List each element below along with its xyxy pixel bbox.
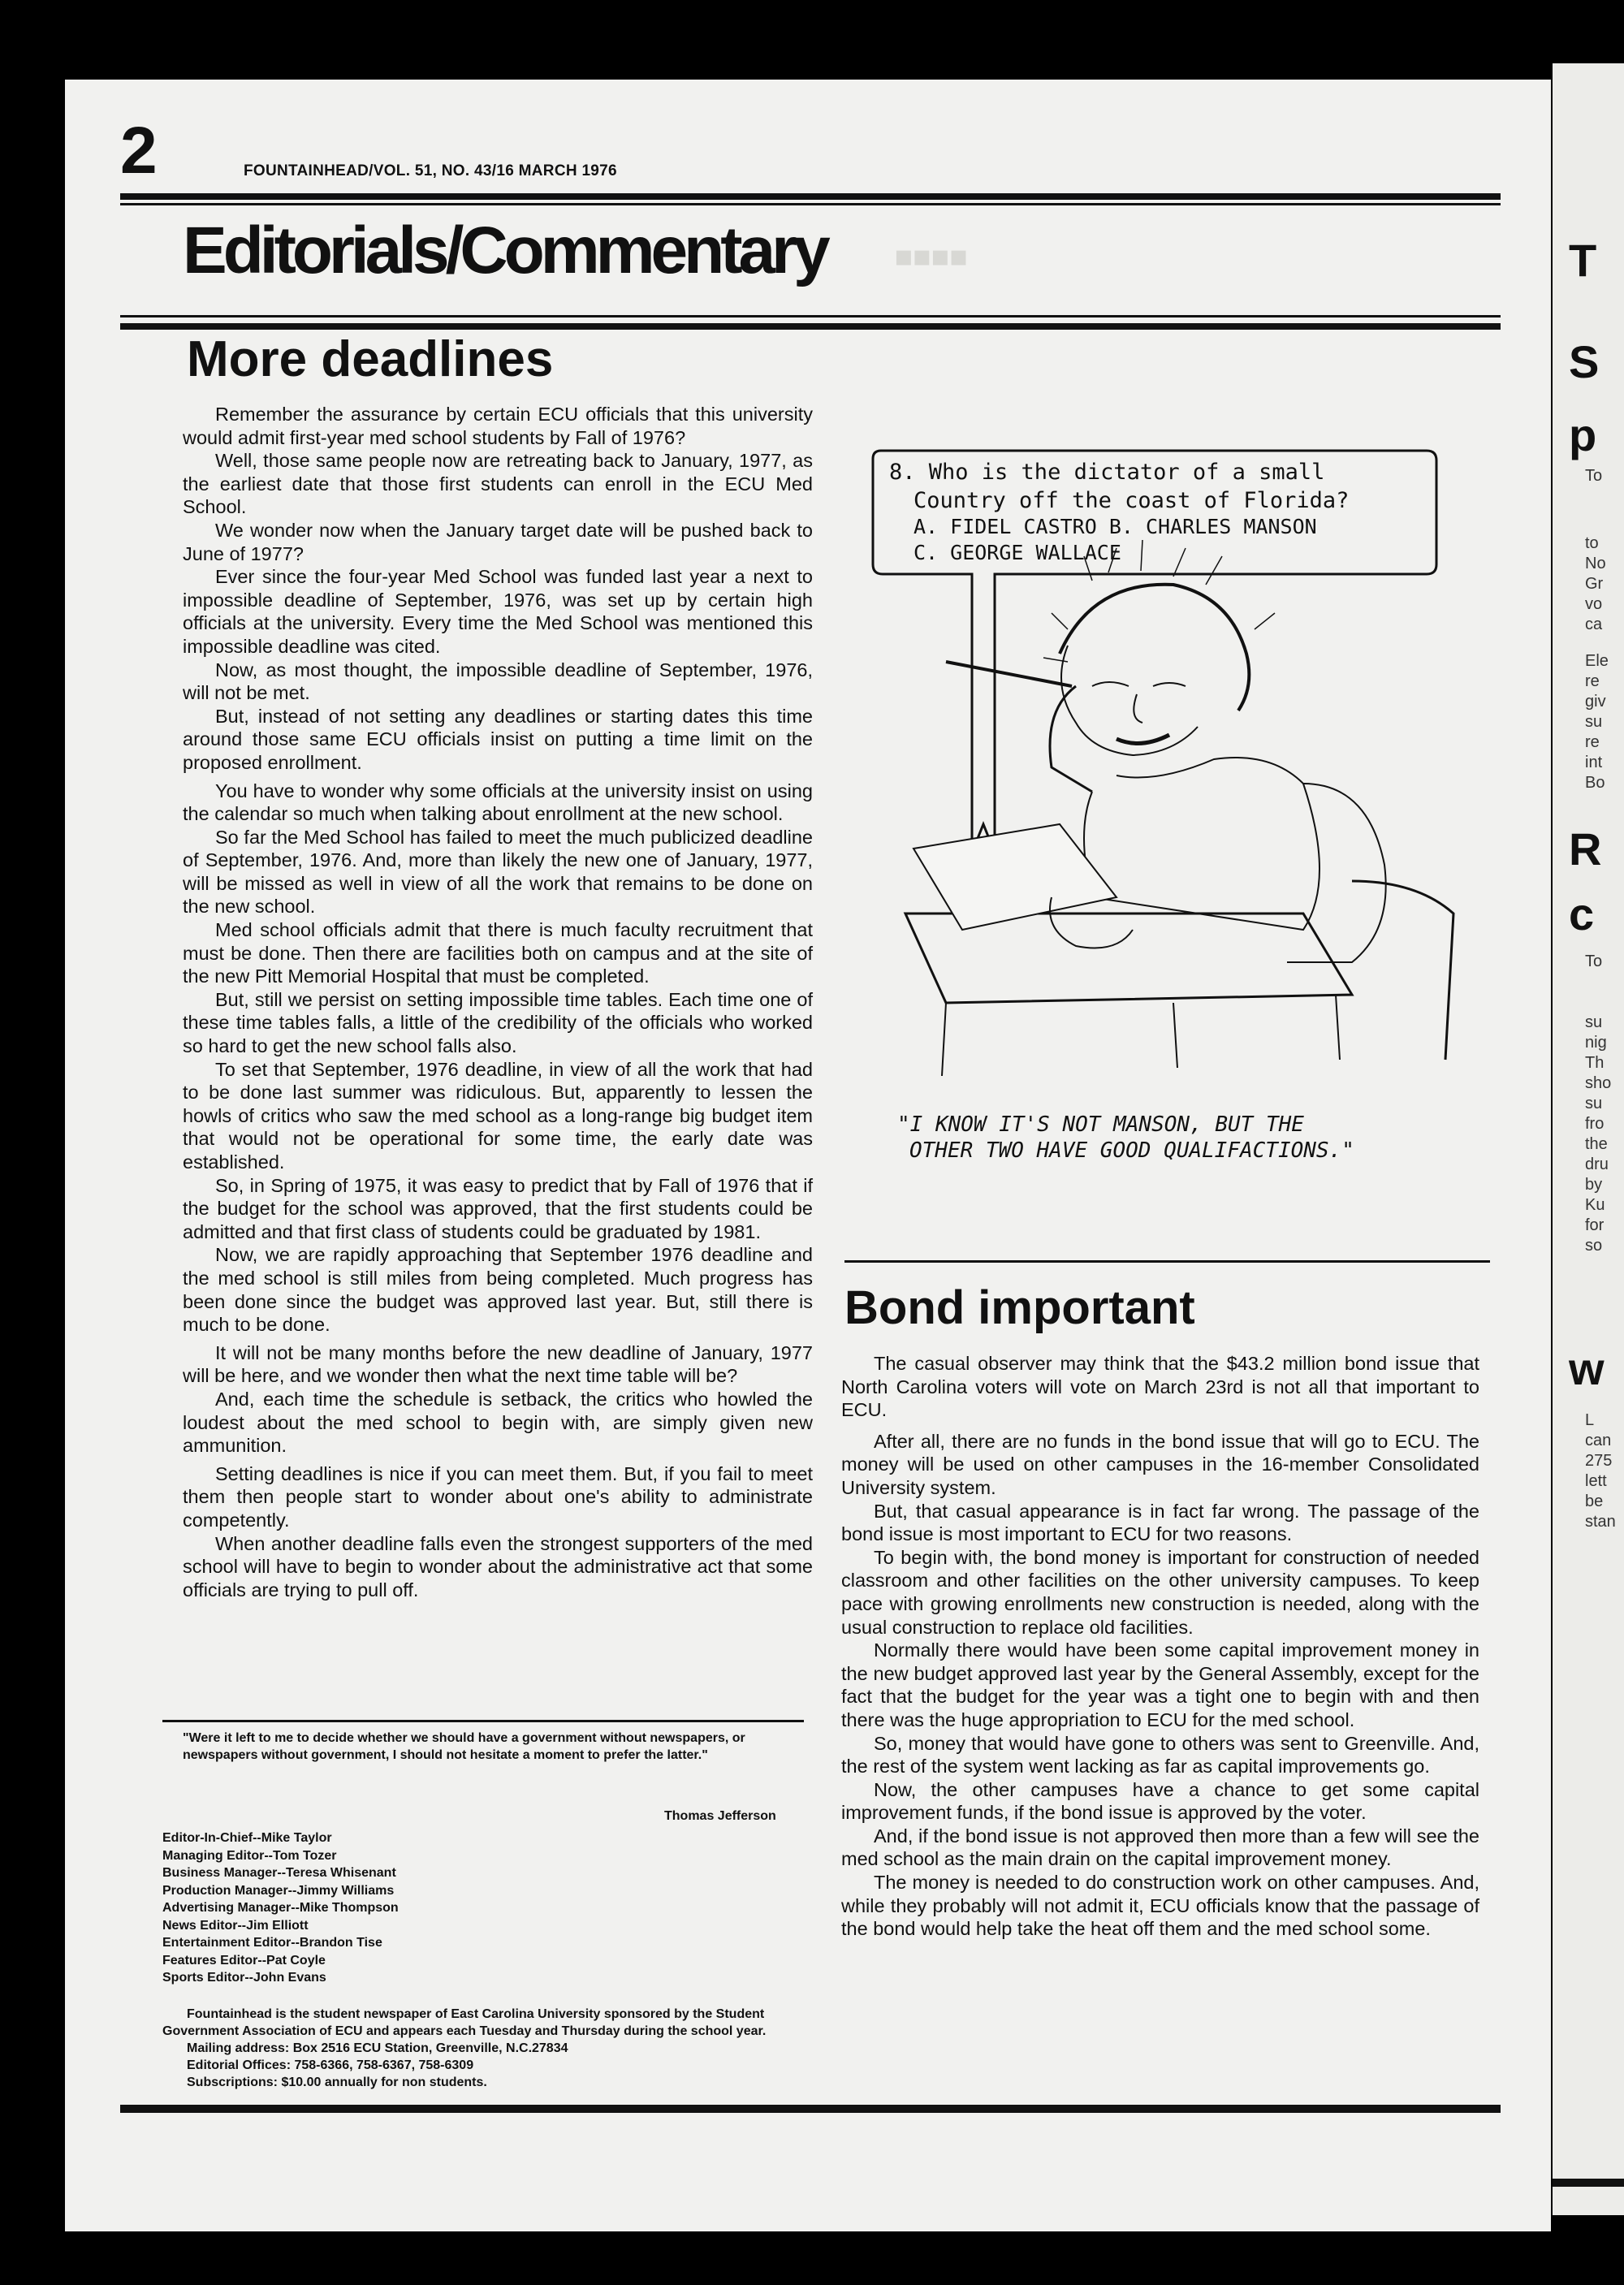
paragraph: To set that September, 1976 deadline, in view of all the work that had to be done last summer was ridiculous. But, apparently to lessen the howls of critics who saw the med school as a long-range big budget item that would not be operational for some time, the early date was established. xyxy=(183,1058,813,1173)
paragraph: Normally there would have been some capital improvement money in the new budget approved last year by the General Assembly, except for the fact that the budget for the year was a tight one to begin with and then there was the huge appropriation to ECU for the med school. xyxy=(841,1639,1479,1730)
facing-fragment: for xyxy=(1585,1216,1605,1234)
publication-info xyxy=(162,2006,796,2091)
cartoon-caption-line: OTHER TWO HAVE GOOD QUALIFACTIONS." xyxy=(909,1138,1354,1163)
paragraph: Remember the assurance by certain ECU officials that this university would admit first-year med school students by Fall of 1976? xyxy=(183,404,813,448)
facing-fragment: 275 xyxy=(1585,1452,1613,1470)
staff-entry: Entertainment Editor--Brandon Tise xyxy=(162,1936,382,1950)
facing-fragment: To xyxy=(1585,952,1603,970)
facing-letter: R xyxy=(1569,823,1602,875)
staff-list xyxy=(162,1829,399,1987)
student-drawing xyxy=(905,540,1453,1076)
facing-fragment: by xyxy=(1585,1176,1603,1194)
paragraph: Now, we are rapidly approaching that September 1976 deadline and the med school is still miles from being completed. Much progress has been done since the budget was approved last year. But, still there is much to be done. xyxy=(183,1244,813,1336)
cartoon-question-line: Country off the coast of Florida? xyxy=(914,488,1350,513)
paragraph: But, instead of not setting any deadlines or starting dates this time around those same ECU officials insist on putting a time limit on the proposed enrollment. xyxy=(183,705,813,773)
footer-rule xyxy=(120,2105,1501,2113)
column-rule xyxy=(844,1260,1490,1263)
paragraph: So, money that would have gone to others was sent to Greenville. And, the rest of the system went lacking as far as capital improvements go. xyxy=(841,1732,1479,1777)
paragraph: It will not be many months before the new deadline of January, 1977 will be here, and we wonder then what the next time table will be? xyxy=(183,1341,813,1387)
facing-fragment: Gr xyxy=(1585,575,1604,593)
facing-fragment: nig xyxy=(1585,1034,1607,1052)
facing-fragment: lett xyxy=(1585,1472,1607,1490)
staff-entry: Sports Editor--John Evans xyxy=(162,1971,326,1985)
paragraph: So far the Med School has failed to meet the much publicized deadline of September, 1976. And, more than likely the new one of January, 1977, will be missed as well in view of all the work that remains to be done on the new school. xyxy=(183,826,813,918)
header-rule xyxy=(120,193,1501,200)
facing-fragment: giv xyxy=(1585,693,1606,711)
facing-bottom-rule xyxy=(1553,2179,1624,2187)
paragraph: Setting deadlines is nice if you can meet them. But, if you fail to meet them then people start to wonder about one's ability to administrate competently. xyxy=(183,1462,813,1531)
paragraph: Now, the other campuses have a chance to get some capital improvement funds, if the bond issue is approved by the voter. xyxy=(841,1778,1479,1824)
facing-fragment: be xyxy=(1585,1492,1604,1510)
mailing-address: Mailing address: Box 2516 ECU Station, Greenville, N.C.27834 xyxy=(187,2041,568,2055)
paragraph: But, that casual appearance is in fact far wrong. The passage of the bond issue is most important to ECU for two reasons. xyxy=(841,1500,1479,1545)
paragraph: So, in Spring of 1975, it was easy to predict that by Fall of 1976 that if the budget for the school was approved, that the first students could be admitted and that first class of students could be graduated by 1981. xyxy=(183,1174,813,1242)
facing-fragment: stan xyxy=(1585,1513,1616,1531)
facing-letter: p xyxy=(1569,409,1597,460)
staff-entry: Editor-In-Chief--Mike Taylor xyxy=(162,1831,332,1845)
bleed-through: ▪▪▪▪ xyxy=(893,224,967,289)
section-rule xyxy=(120,323,1501,330)
staff-entry: Advertising Manager--Mike Thompson xyxy=(162,1901,399,1915)
quote-attribution: Thomas Jefferson xyxy=(664,1809,776,1823)
staff-entry: Features Editor--Pat Coyle xyxy=(162,1953,326,1968)
facing-letter: T xyxy=(1569,235,1597,286)
facing-fragment: can xyxy=(1585,1432,1612,1449)
facing-fragment: To xyxy=(1585,467,1603,485)
facing-fragment: No xyxy=(1585,555,1606,572)
facing-letter: c xyxy=(1569,888,1595,939)
facing-fragment: to xyxy=(1585,534,1599,552)
section-rule-thin xyxy=(120,315,1501,317)
facing-fragment: su xyxy=(1585,1095,1603,1112)
facing-fragment: Th xyxy=(1585,1054,1605,1072)
facing-fragment: sho xyxy=(1585,1074,1612,1092)
cartoon-question-line: A. FIDEL CASTRO B. CHARLES MANSON xyxy=(914,515,1317,538)
paragraph: Now, as most thought, the impossible deadline of September, 1976, will not be met. xyxy=(183,659,813,704)
facing-letter: S xyxy=(1569,336,1600,387)
paragraph: You have to wonder why some officials at the university insist on using the calendar so much when talking about enrollment at the new school. xyxy=(183,780,813,825)
facing-fragment: re xyxy=(1585,733,1600,751)
paragraph: When another deadline falls even the strongest supporters of the med school will have to begin to wonder about the administrative act that some officials are trying to pull off. xyxy=(183,1532,813,1600)
section-title: Editorials/Commentary xyxy=(183,214,827,287)
facing-fragment: dru xyxy=(1585,1155,1609,1173)
paragraph: After all, there are no funds in the bond issue that will go to ECU. The money will be used on other campuses in the 16-member Consolidated University system. xyxy=(841,1430,1479,1498)
cartoon-caption-line: "I KNOW IT'S NOT MANSON, BUT THE xyxy=(897,1112,1304,1137)
header-rule-thin xyxy=(120,203,1501,205)
paragraph: Med school officials admit that there is much faculty recruitment that must be done. Then there are facilities both on campus and at the site of the new Pitt Memorial Hospital that must be completed. xyxy=(183,919,813,987)
cartoon-question-line: C. GEORGE WALLACE xyxy=(914,541,1121,564)
jefferson-quote: "Were it left to me to decide whether we should have a government without newspapers, or newspapers without government, I should not hesitate a moment to prefer the latter." xyxy=(183,1731,745,1762)
facing-fragment: ca xyxy=(1585,616,1603,633)
facing-page-edge xyxy=(1553,63,1624,2215)
editorial-offices: Editorial Offices: 758-6366, 758-6367, 758-6309 xyxy=(187,2058,474,2072)
paragraph: Well, those same people now are retreating back to January, 1977, as the earliest date that those first students can enroll in the ECU Med School. xyxy=(183,450,813,518)
facing-letter: w xyxy=(1569,1343,1605,1394)
staff-entry: Business Manager--Teresa Whisenant xyxy=(162,1866,396,1880)
staff-entry: News Editor--Jim Elliott xyxy=(162,1918,309,1933)
paragraph: And, if the bond issue is not approved then more than a few will see the med school as the main drain on the capital improvement money. xyxy=(841,1825,1479,1870)
paragraph: The casual observer may think that the $43.2 million bond issue that North Carolina voters will vote on March 23rd is not all that important to ECU. xyxy=(841,1353,1479,1421)
masthead-rule xyxy=(162,1720,804,1722)
paragraph: And, each time the schedule is setback, the critics who howled the loudest about the med school to begin with, are simply given new ammunition. xyxy=(183,1388,813,1457)
cartoon-question-line: 8. Who is the dictator of a small xyxy=(889,460,1325,485)
facing-fragment: so xyxy=(1585,1237,1603,1255)
facing-fragment: re xyxy=(1585,672,1600,690)
article-body xyxy=(841,1352,1479,1941)
publication-description: Fountainhead is the student newspaper of East Carolina University sponsored by the Student Government Association of ECU and appears each Tuesday and Thursday during the school year. xyxy=(162,2007,767,2038)
staff-entry: Production Manager--Jimmy Williams xyxy=(162,1883,395,1898)
paragraph: Ever since the four-year Med School was funded last year a next to impossible deadline of September, 1976, was set up by certain high officials at the university. Every time the Med School was mentioned this impossible deadline was cited. xyxy=(183,566,813,657)
subscriptions: Subscriptions: $10.00 annually for non students. xyxy=(187,2076,487,2089)
article-headline: More deadlines xyxy=(187,331,554,387)
facing-fragment: vo xyxy=(1585,595,1603,613)
facing-fragment: Bo xyxy=(1585,774,1605,792)
article-body xyxy=(183,403,813,1601)
page-number: 2 xyxy=(120,114,158,188)
facing-fragment: fro xyxy=(1585,1115,1605,1133)
facing-fragment: su xyxy=(1585,1013,1603,1031)
article-headline: Bond important xyxy=(844,1281,1195,1334)
paragraph: But, still we persist on setting impossible time tables. Each time one of these time tables falls, a little of the credibility of the officials who worked so hard to get the new school falls also. xyxy=(183,988,813,1057)
facing-fragment: int xyxy=(1585,754,1603,771)
facing-fragment: su xyxy=(1585,713,1603,731)
issue-line: FOUNTAINHEAD/VOL. 51, NO. 43/16 MARCH 1976 xyxy=(244,162,617,179)
staff-entry: Managing Editor--Tom Tozer xyxy=(162,1848,337,1863)
paragraph: The money is needed to do construction work on other campuses. And, while they probably will not admit it, ECU officials know that the passage of the bond would help take the heat off them and the med school some. xyxy=(841,1872,1479,1940)
editorial-cartoon xyxy=(849,443,1466,1190)
paragraph: We wonder now when the January target date will be pushed back to June of 1977? xyxy=(183,519,813,564)
paragraph: To begin with, the bond money is important for construction of needed classroom and other facilities on the other university campuses. To keep pace with growing enrollments new construction is needed, along with the usual construction to replace old facilities. xyxy=(841,1546,1479,1638)
facing-fragment: Ku xyxy=(1585,1196,1605,1214)
facing-fragment: Ele xyxy=(1585,652,1609,670)
facing-fragment: the xyxy=(1585,1135,1608,1153)
facing-fragment: L xyxy=(1585,1411,1595,1429)
